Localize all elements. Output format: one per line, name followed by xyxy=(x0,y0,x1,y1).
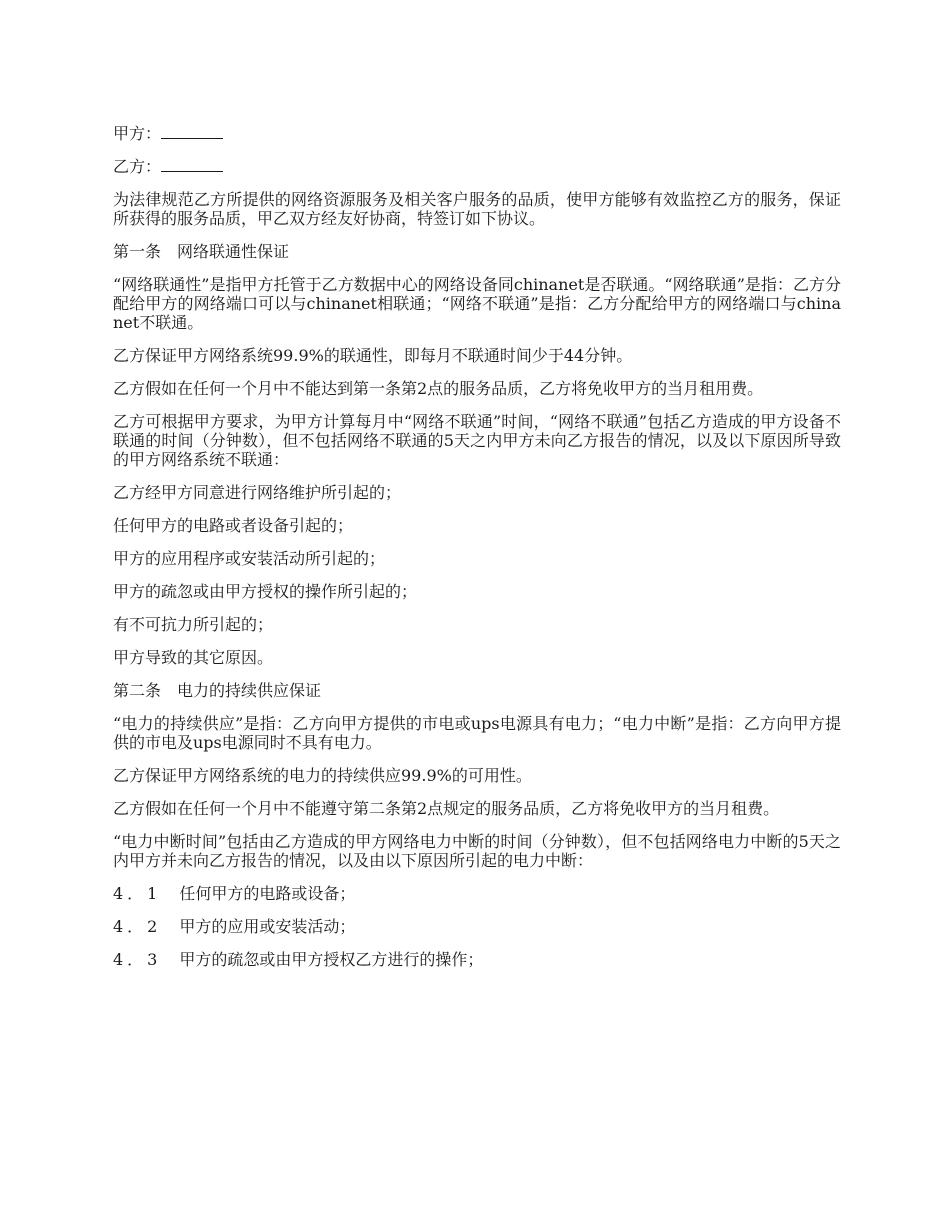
article-2-paragraph: 乙方保证甲方网络系统的电力的持续供应99.9%的可用性。 xyxy=(113,766,532,785)
article-2-paragraph: “电力的持续供应”是指：乙方向甲方提供的市电或ups电源具有电力；“电力中断”是指：乙方向甲方提供的市电及ups电源同时不具有电力。 xyxy=(113,714,841,752)
party-b-line xyxy=(113,157,841,176)
article-2-heading xyxy=(113,681,841,700)
article-1-heading xyxy=(113,242,841,261)
article-2-label: 第二条 xyxy=(113,681,162,700)
article-2-item xyxy=(113,884,841,903)
article-2-paragraph: 乙方假如在任何一个月中不能遵守第二条第2点规定的服务品质，乙方将免收甲方的当月租费。 xyxy=(113,799,780,818)
party-a-line xyxy=(113,124,841,143)
article-1-paragraph: 乙方假如在任何一个月中不能达到第一条第2点的服务品质，乙方将免收甲方的当月租用费。 xyxy=(113,379,764,398)
article-1-paragraph: “网络联通性”是指甲方托管于乙方数据中心的网络设备同chinanet是否联通。“网络联通”是指：乙方分配给甲方的网络端口可以与chinanet相联通；“网络不联通”是指：乙方分配给甲方的网络端口与chinanet不联通。 xyxy=(113,275,841,332)
article-1-exclusion: 乙方经甲方同意进行网络维护所引起的； xyxy=(113,483,402,502)
item-number: 4．1 xyxy=(113,884,162,903)
party-b-blank[interactable] xyxy=(161,157,223,172)
article-1-title: 网络联通性保证 xyxy=(177,242,290,261)
item-number: 4．3 xyxy=(113,950,162,969)
intro-paragraph: 为法律规范乙方所提供的网络资源服务及相关客户服务的品质，使甲方能够有效监控乙方的服务，保证所获得的服务品质，甲乙双方经友好协商，特签订如下协议。 xyxy=(113,190,841,228)
item-number: 4．2 xyxy=(113,917,162,936)
article-1-exclusion: 甲方的应用程序或安装活动所引起的； xyxy=(113,549,386,568)
article-1-exclusion: 任何甲方的电路或者设备引起的； xyxy=(113,516,354,535)
article-1-label: 第一条 xyxy=(113,242,162,261)
article-1-paragraph: 乙方保证甲方网络系统99.9%的联通性，即每月不联通时间少于44分钟。 xyxy=(113,346,633,365)
party-b-label: 乙方： xyxy=(113,157,162,176)
article-1-paragraph: 乙方可根据甲方要求，为甲方计算每月中“网络不联通”时间，“网络不联通”包括乙方造成的甲方设备不联通的时间（分钟数），但不包括网络不联通的5天之内甲方未向乙方报告的情况，以及以下原因所导致的甲方网络系统不联通： xyxy=(113,412,841,469)
party-a-blank[interactable] xyxy=(161,124,223,139)
article-2-item xyxy=(113,917,841,936)
item-text: 任何甲方的电路或设备； xyxy=(179,884,356,903)
article-2-item xyxy=(113,950,841,969)
item-text: 甲方的疏忽或由甲方授权乙方进行的操作； xyxy=(179,950,484,969)
item-text: 甲方的应用或安装活动； xyxy=(179,917,356,936)
article-2-paragraph: “电力中断时间”包括由乙方造成的甲方网络电力中断的时间（分钟数），但不包括网络电力中断的5天之内甲方并未向乙方报告的情况，以及由以下原因所引起的电力中断： xyxy=(113,832,841,870)
article-1-exclusion: 有不可抗力所引起的； xyxy=(113,615,274,634)
article-1-exclusion: 甲方导致的其它原因。 xyxy=(113,648,274,667)
party-a-label: 甲方： xyxy=(113,124,162,143)
article-1-exclusion: 甲方的疏忽或由甲方授权的操作所引起的； xyxy=(113,582,418,601)
contract-document xyxy=(113,124,841,983)
article-2-title: 电力的持续供应保证 xyxy=(177,681,322,700)
